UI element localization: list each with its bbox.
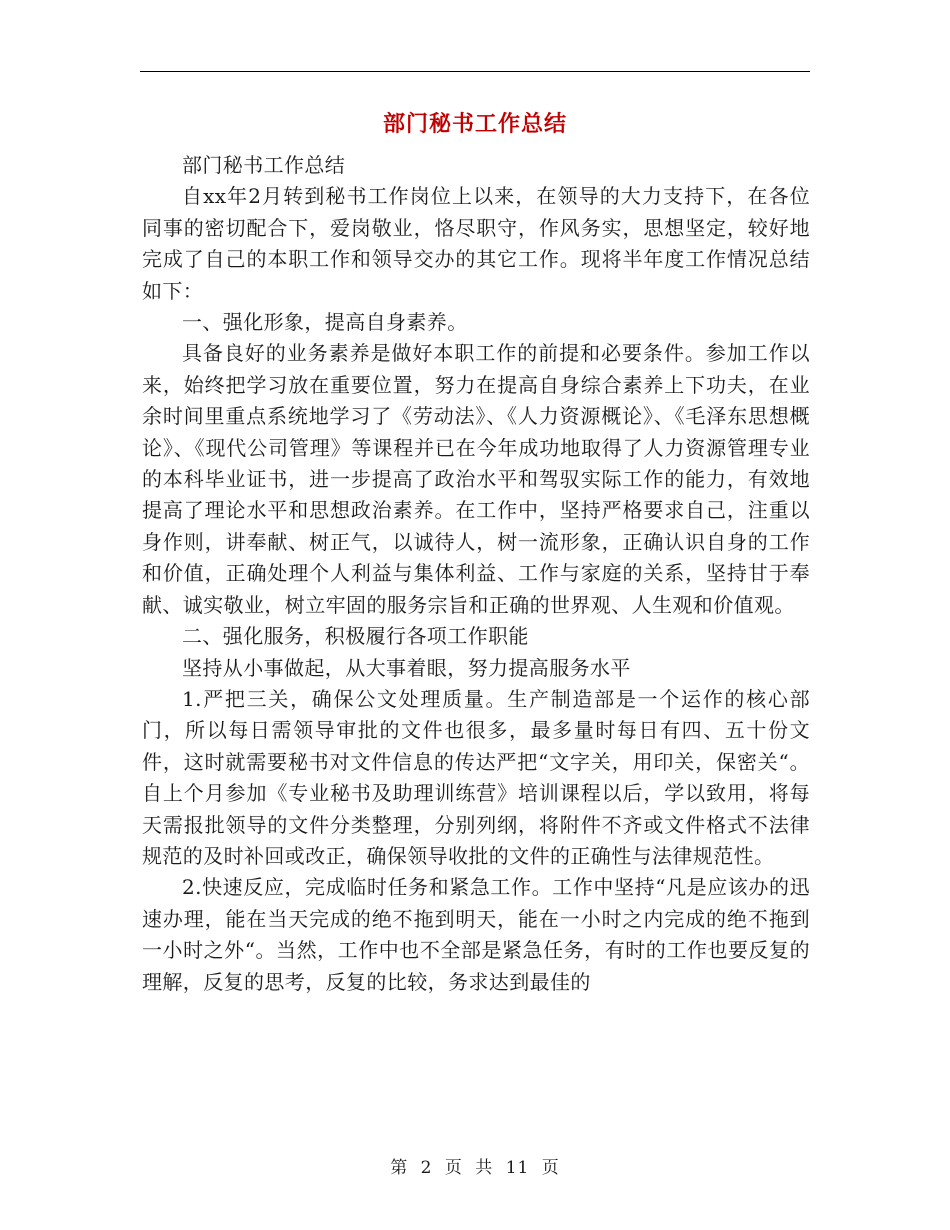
section-heading-2: 二、强化服务，积极履行各项工作职能	[182, 624, 529, 649]
paragraph-subtitle: 部门秘书工作总结	[182, 153, 346, 177]
paragraph-intro: 自xx年2月转到秘书工作岗位上以来，在领导的大力支持下，在各位同事的密切配合下，爱岗敬业，恪尽职守，作风务实，思想坚定，较好地完成了自己的本职工作和领导交办的其它工作。现将半年度工作情况总结如下：	[142, 184, 810, 303]
section-heading-1: 一、强化形象，提高自身素养。	[182, 310, 468, 335]
document-title: 部门秘书工作总结	[382, 112, 567, 137]
document-body	[142, 150, 810, 998]
paragraph-item-1: 1.严把三关，确保公文处理质量。生产制造部是一个运作的核心部门，所以每日需领导审批的文件也很多，最多量时每日有四、五十份文件，这时就需要秘书对文件信息的传达严把“文字关，用印关，保密关“。自上个月参加《专业秘书及助理训练营》培训课程以后，学以致用，将每天需报批领导的文件分类整理，分别列纲，将附件不齐或文件格式不法律规范的及时补回或改正，确保领导收批的文件的正确性与法律规范性。	[142, 686, 810, 868]
page-number-footer: 第 2 页 共 11 页	[390, 1158, 560, 1178]
paragraph-section-1: 具备良好的业务素养是做好本职工作的前提和必要条件。参加工作以来，始终把学习放在重要位置，努力在提高自身综合素养上下功夫，在业余时间里重点系统地学习了《劳动法》、《人力资源概论》、《毛泽东思想概论》、《现代公司管理》等课程并已在今年成功地取得了人力资源管理专业的本科毕业证书，进一步提高了政治水平和驾驭实际工作的能力，有效地提高了理论水平和思想政治素养。在工作中，坚持严格要求自己，注重以身作则，讲奉献、树正气，以诚待人，树一流形象，正确认识自身的工作和价值，正确处理个人利益与集体利益、工作与家庭的关系，坚持甘于奉献、诚实敬业，树立牢固的服务宗旨和正确的世界观、人生观和价值观。	[142, 341, 810, 617]
paragraph-item-2: 2.快速反应，完成临时任务和紧急工作。工作中坚持“凡是应该办的迅速办理，能在当天完成的绝不拖到明天，能在一小时之内完成的绝不拖到一小时之外“。当然，工作中也不全部是紧急任务，有时的工作也要反复的理解，反复的思考，反复的比较，务求达到最佳的	[142, 875, 810, 994]
header-rule	[140, 71, 810, 72]
paragraph-section-2-lead: 坚持从小事做起，从大事着眼，努力提高服务水平	[182, 655, 631, 680]
